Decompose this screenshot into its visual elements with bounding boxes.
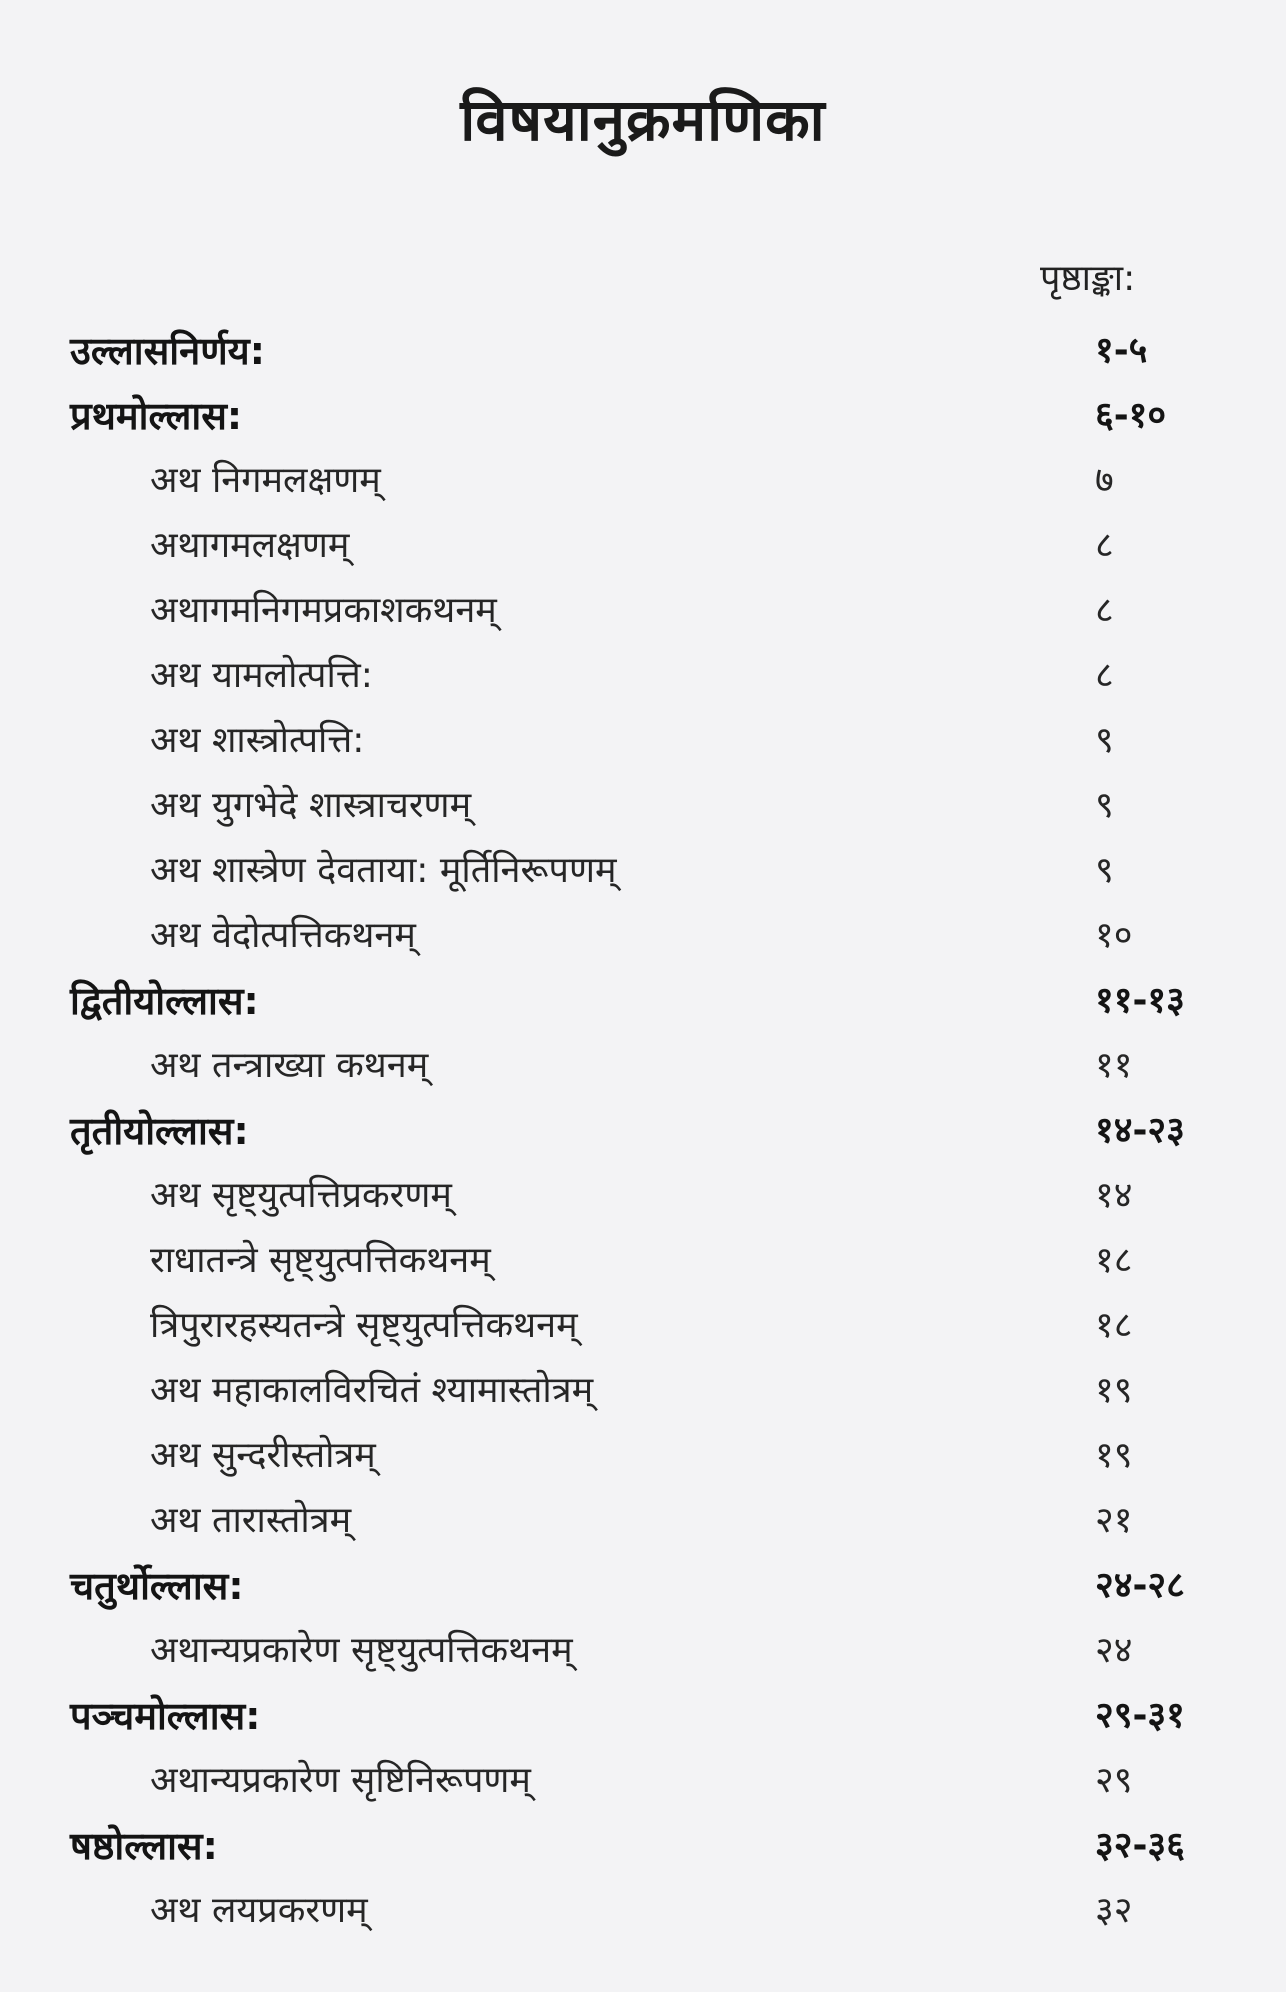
- toc-section-row: [0, 578, 1286, 642]
- section-title: अथ महाकालविरचितं श्यामास्तोत्रम्: [150, 1370, 594, 1411]
- chapter-title: उल्लासनिर्णय:: [70, 329, 265, 373]
- toc-section-row: [0, 1163, 1286, 1227]
- section-title: अथ निगमलक्षणम्: [150, 460, 381, 501]
- chapter-title: चतुर्थोल्लास:: [70, 1564, 244, 1608]
- section-title: अथ शास्त्रेण देवताया: मूर्तिनिरूपणम्: [150, 850, 617, 891]
- section-title: त्रिपुरारहस्यतन्त्रे सृष्ट्युत्पत्तिकथनम्: [150, 1305, 578, 1346]
- section-page-number: ९: [1095, 850, 1114, 891]
- section-title: अथ युगभेदे शास्त्राचरणम्: [150, 785, 472, 826]
- section-page-number: १०: [1095, 915, 1133, 956]
- chapter-title: तृतीयोल्लास:: [70, 1109, 249, 1153]
- page-title: विषयानुक्रमणिका: [460, 86, 826, 154]
- section-title: अथागमनिगमप्रकाशकथनम्: [150, 590, 497, 631]
- toc-chapter-row: [0, 383, 1286, 447]
- section-page-number: २१: [1095, 1500, 1133, 1541]
- toc-chapter-row: [0, 318, 1286, 382]
- section-page-number: ८: [1095, 590, 1114, 631]
- toc-section-row: [0, 773, 1286, 837]
- chapter-title: प्रथमोल्लास:: [70, 394, 243, 438]
- section-page-number: ९: [1095, 785, 1114, 826]
- toc-chapter-row: [0, 1683, 1286, 1747]
- section-page-number: १८: [1095, 1240, 1133, 1281]
- section-page-number: १४: [1095, 1175, 1133, 1216]
- page-number-column-header: पृष्ठाङ्का:: [1040, 258, 1136, 299]
- chapter-page-range: ११-१३: [1095, 980, 1185, 1021]
- section-title: अथागमलक्षणम्: [150, 525, 350, 566]
- section-page-number: ८: [1095, 525, 1114, 566]
- toc-section-row: [0, 1618, 1286, 1682]
- chapter-page-range: ६-१०: [1095, 395, 1167, 436]
- section-title: अथ तारास्तोत्रम्: [150, 1500, 352, 1541]
- section-page-number: १८: [1095, 1305, 1133, 1346]
- section-title: अथ यामलोत्पत्ति:: [150, 655, 373, 696]
- section-title: अथ लयप्रकरणम्: [150, 1890, 368, 1931]
- toc-section-row: [0, 448, 1286, 512]
- toc-section-row: [0, 643, 1286, 707]
- toc-chapter-row: [0, 1813, 1286, 1877]
- chapter-page-range: २४-२८: [1095, 1565, 1185, 1606]
- toc-chapter-row: [0, 1098, 1286, 1162]
- toc-section-row: [0, 1878, 1286, 1942]
- toc-chapter-row: [0, 1553, 1286, 1617]
- section-title: अथ सृष्ट्युत्पत्तिप्रकरणम्: [150, 1175, 452, 1216]
- toc-section-row: [0, 903, 1286, 967]
- section-title: अथ वेदोत्पत्तिकथनम्: [150, 915, 416, 956]
- chapter-page-range: १-५: [1095, 330, 1148, 371]
- toc-section-row: [0, 1228, 1286, 1292]
- section-page-number: ११: [1095, 1045, 1133, 1086]
- section-page-number: १९: [1095, 1370, 1133, 1411]
- chapter-page-range: १४-२३: [1095, 1110, 1185, 1151]
- chapter-title: षष्ठोल्लास:: [70, 1824, 218, 1868]
- chapter-title: पञ्चमोल्लास:: [70, 1694, 261, 1738]
- toc-section-row: [0, 1423, 1286, 1487]
- toc-section-row: [0, 1033, 1286, 1097]
- chapter-page-range: २९-३१: [1095, 1695, 1185, 1736]
- section-page-number: २४: [1095, 1630, 1133, 1671]
- section-page-number: ८: [1095, 655, 1114, 696]
- section-page-number: १९: [1095, 1435, 1133, 1476]
- section-title: अथ सुन्दरीस्तोत्रम्: [150, 1435, 376, 1476]
- toc-chapter-row: [0, 968, 1286, 1032]
- section-title: अथान्यप्रकारेण सृष्टिनिरूपणम्: [150, 1760, 531, 1801]
- section-title: राधातन्त्रे सृष्ट्युत्पत्तिकथनम्: [150, 1240, 491, 1281]
- toc-section-row: [0, 1748, 1286, 1812]
- toc-section-row: [0, 708, 1286, 772]
- toc-section-row: [0, 1293, 1286, 1357]
- section-title: अथ शास्त्रोत्पत्ति:: [150, 720, 365, 761]
- toc-section-row: [0, 1488, 1286, 1552]
- section-page-number: ९: [1095, 720, 1114, 761]
- chapter-page-range: ३२-३६: [1095, 1825, 1185, 1866]
- section-page-number: ७: [1095, 460, 1114, 501]
- section-page-number: ३२: [1095, 1890, 1133, 1931]
- toc-section-row: [0, 1358, 1286, 1422]
- section-title: अथान्यप्रकारेण सृष्ट्युत्पत्तिकथनम्: [150, 1630, 573, 1671]
- toc-section-row: [0, 838, 1286, 902]
- section-page-number: २९: [1095, 1760, 1133, 1801]
- section-title: अथ तन्त्राख्या कथनम्: [150, 1045, 429, 1086]
- toc-section-row: [0, 513, 1286, 577]
- chapter-title: द्वितीयोल्लास:: [70, 979, 259, 1023]
